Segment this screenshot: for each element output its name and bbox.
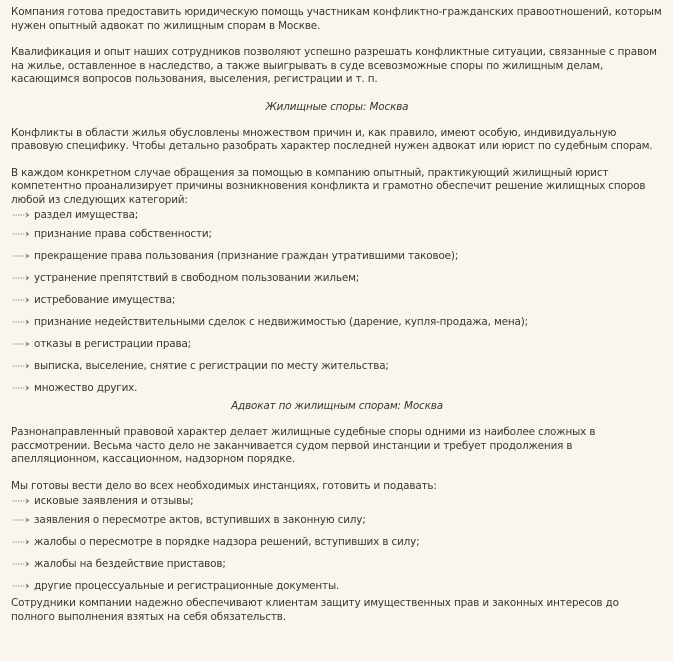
dotted-arrow-icon xyxy=(13,296,31,304)
list-item: жалобы о пересмотре в порядке надзора решений, вступивших в силу; xyxy=(11,531,663,553)
documents-list xyxy=(11,493,663,597)
dotted-arrow-icon xyxy=(13,318,31,326)
dotted-arrow-icon xyxy=(13,384,31,392)
list-item: устранение препятствий в свободном пользовании жильем; xyxy=(11,267,663,289)
dotted-arrow-icon xyxy=(13,362,31,370)
list-item: множество других. xyxy=(11,377,663,399)
list-item: жалобы на бездействие приставов; xyxy=(11,553,663,575)
section1-paragraph-1: Конфликты в области жилья обусловлены множеством причин и, как правило, имеют особую, индивидуальную правовую специфику. Чтобы детально разобрать характер последней нужен адвокат или юрист по судебным спорам. xyxy=(11,126,653,152)
list-item: прекращение права пользования (признание граждан утратившими таковое); xyxy=(11,245,663,267)
dotted-arrow-icon xyxy=(13,252,31,260)
list-item: признание права собственности; xyxy=(11,223,663,245)
dotted-arrow-icon xyxy=(13,560,31,568)
dotted-arrow-icon xyxy=(13,274,31,282)
list-item: истребование имущества; xyxy=(11,289,663,311)
list-item: заявления о пересмотре актов, вступивших в законную силу; xyxy=(11,509,663,531)
intro-paragraph-2: Квалификация и опыт наших сотрудников позволяют успешно разрешать конфликтные ситуации, связанные с правом на жилье, оставленное в наследство, а также выигрывать в суде всевозможные споры по жилищным делам, касающимся вопросов пользования, выселения, регистрации и т. п. xyxy=(11,46,657,85)
list-item: признание недействительными сделок с недвижимостью (дарение, купля-продажа, мена); xyxy=(11,311,663,333)
list-item: другие процессуальные и регистрационные документы. xyxy=(11,575,663,597)
section2-paragraph-2: Мы готовы вести дело во всех необходимых инстанциях, готовить и подавать: xyxy=(11,479,437,492)
list-item: исковые заявления и отзывы; xyxy=(11,493,663,509)
list-item: отказы в регистрации права; xyxy=(11,333,663,355)
section-heading-housing-lawyer: Адвокат по жилищным спорам: Москва xyxy=(231,400,443,412)
list-item: выписка, выселение, снятие с регистрации по месту жительства; xyxy=(11,355,663,377)
dotted-arrow-icon xyxy=(13,582,31,590)
dotted-arrow-icon xyxy=(13,211,31,219)
section2-paragraph-1: Разнонаправленный правовой характер делает жилищные судебные споры одними из наиболее сложных в рассмотрении. Весьма часто дело не заканчивается судом первой инстанции и требует продолжения в апелляционном, кассационном, надзорном порядке. xyxy=(11,426,596,465)
dotted-arrow-icon xyxy=(13,497,31,505)
intro-paragraph-1: Компания готова предоставить юридическую помощь участникам конфликтно-гражданских правоотношений, которым нужен опытный адвокат по жилищным спорам в Москве. xyxy=(11,6,662,32)
dotted-arrow-icon xyxy=(13,230,31,238)
dotted-arrow-icon xyxy=(13,340,31,348)
dotted-arrow-icon xyxy=(13,538,31,546)
section-heading-housing-disputes: Жилищные споры: Москва xyxy=(265,100,409,113)
section1-paragraph-2: В каждом конкретном случае обращения за помощью в компанию опытный, практикующий жилищный юрист компетентно проанализирует причины возникновения конфликта и грамотно обеспечит решение жилищных споров любой из следующих категорий: xyxy=(11,166,646,206)
dotted-arrow-icon xyxy=(13,516,31,524)
list-item: раздел имущества; xyxy=(11,207,663,223)
closing-paragraph: Сотрудники компании надежно обеспечивают клиентам защиту имущественных прав и законных интересов до полного выполнения взятых на себя обязательств. xyxy=(11,597,619,623)
dispute-categories-list xyxy=(11,207,663,399)
